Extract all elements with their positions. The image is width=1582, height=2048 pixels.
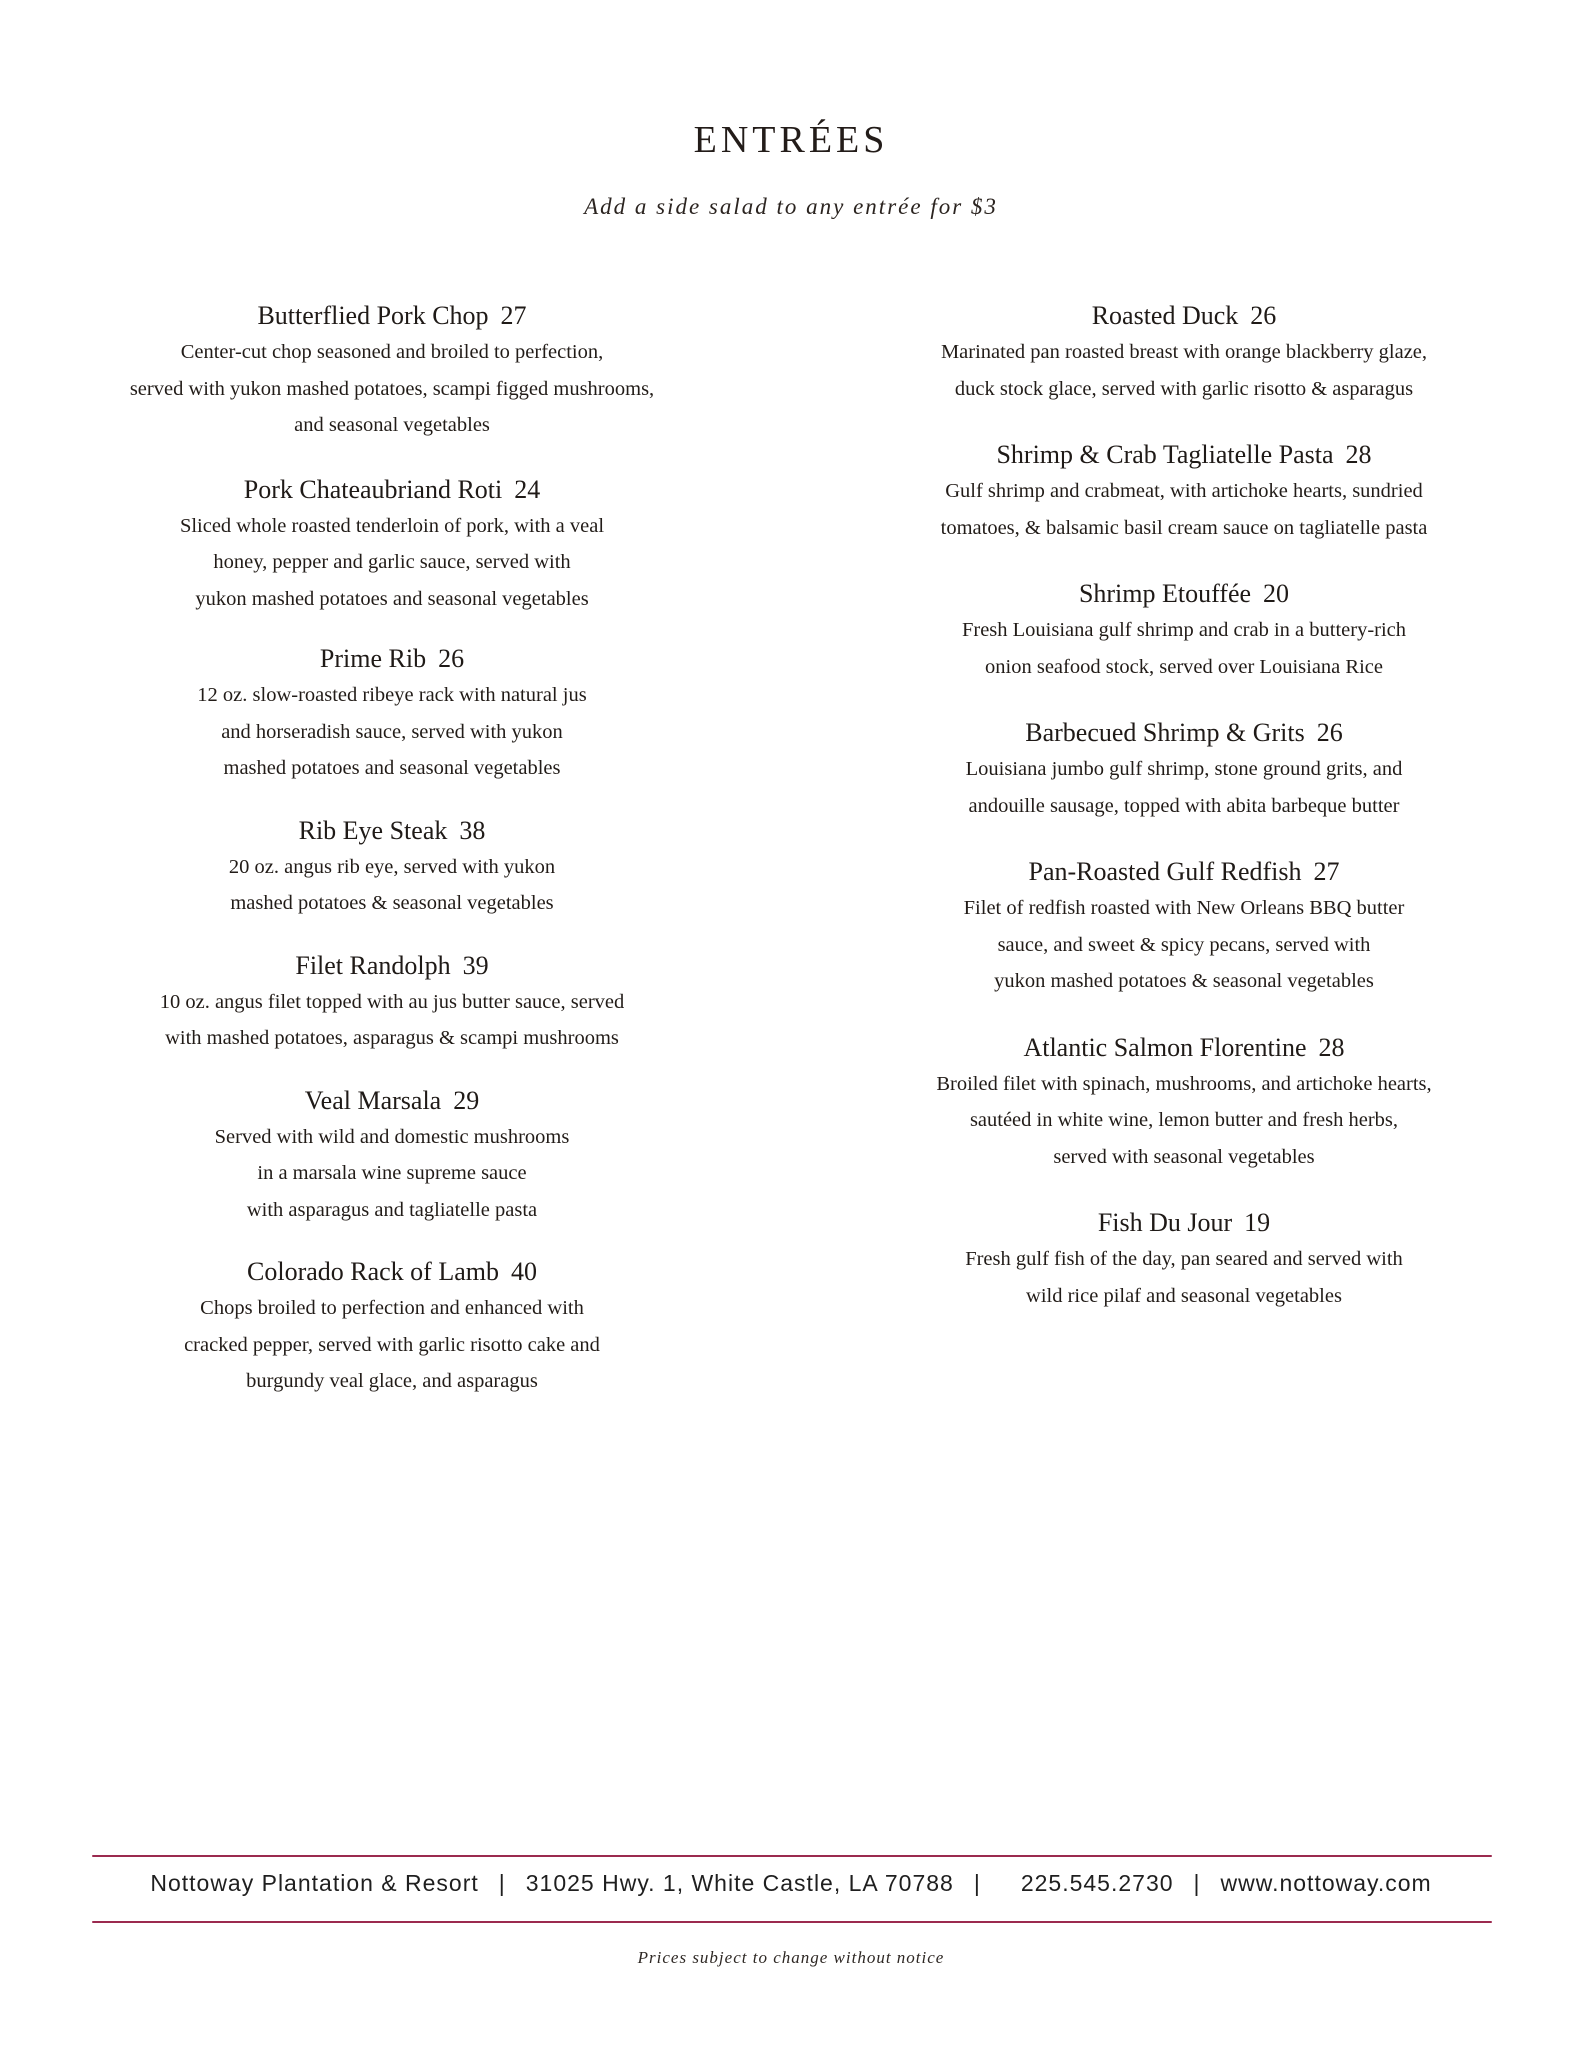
item-name: Shrimp & Crab Tagliatelle Pasta	[996, 440, 1334, 469]
item-name: Pork Chateaubriand Roti	[243, 474, 503, 504]
menu-item	[72, 641, 712, 787]
resort-phone: 225.545.2730	[1020, 1870, 1174, 1896]
item-description: Chops broiled to perfection and enhanced with cracked pepper, served with garlic risotto cake and burgundy veal glace, and asparagus	[184, 1297, 600, 1392]
item-name: Butterflied Pork Chop	[257, 301, 489, 330]
menu-item	[72, 1254, 712, 1400]
item-description: Filet of redfish roasted with New Orleans BBQ butter sauce, and sweet & spicy pecans, served with yukon mashed potatoes & seasonal vegetables	[963, 897, 1405, 992]
item-description: Fresh Louisiana gulf shrimp and crab in a buttery-rich onion seafood stock, served over Louisiana Rice	[961, 619, 1407, 678]
item-price: 19	[1244, 1208, 1271, 1237]
item-description: Broiled filet with spinach, mushrooms, and artichoke hearts, sautéed in white wine, lemon butter and fresh herbs, served with seasonal vegetables	[936, 1072, 1432, 1168]
item-price: 24	[514, 474, 541, 504]
menu-item	[72, 472, 712, 618]
item-name: Pan-Roasted Gulf Redfish	[1028, 857, 1302, 886]
menu-item	[864, 715, 1504, 824]
menu-item	[72, 948, 712, 1057]
footer-separator: |	[498, 1870, 506, 1896]
footer-separator: |	[1193, 1870, 1201, 1896]
item-price: 27	[1313, 857, 1340, 886]
side-salad-note: Add a side salad to any entrée for $3	[584, 194, 998, 219]
resort-address: 31025 Hwy. 1, White Castle, LA 70788	[525, 1870, 954, 1896]
item-price: 26	[1250, 301, 1277, 330]
menu-item	[864, 576, 1504, 685]
menu-item	[72, 813, 712, 922]
menu-item	[72, 1083, 712, 1229]
item-price: 28	[1345, 440, 1372, 469]
item-description: Sliced whole roasted tenderloin of pork, with a veal honey, pepper and garlic sauce, served with yukon mashed potatoes and seasonal vegetables	[179, 514, 605, 610]
menu-item	[864, 854, 1504, 1000]
footer-contact-info	[0, 1870, 1582, 1897]
price-notice: Prices subject to change without notice	[637, 1948, 945, 1967]
item-description: 10 oz. angus filet topped with au jus butter sauce, served with mashed potatoes, asparagus & scampi mushrooms	[159, 990, 625, 1049]
item-name: Filet Randolph	[295, 950, 451, 980]
item-price: 26	[1316, 718, 1343, 747]
menu-item	[864, 437, 1504, 546]
item-price: 29	[453, 1085, 480, 1115]
item-price: 39	[462, 950, 489, 980]
footer-bottom-rule	[92, 1921, 1492, 1923]
item-price: 20	[1263, 579, 1290, 608]
item-name: Barbecued Shrimp & Grits	[1025, 718, 1305, 747]
item-name: Shrimp Etouffée	[1078, 579, 1252, 608]
item-description: Gulf shrimp and crabmeat, with artichoke hearts, sundried tomatoes, & balsamic basil cream sauce on tagliatelle pasta	[940, 480, 1428, 539]
footer-top-rule	[92, 1855, 1492, 1857]
item-description: Served with wild and domestic mushrooms in a marsala wine supreme sauce with asparagus and tagliatelle pasta	[214, 1125, 570, 1221]
item-name: Colorado Rack of Lamb	[247, 1257, 499, 1286]
menu-item	[72, 298, 712, 444]
item-name: Rib Eye Steak	[298, 815, 448, 845]
resort-website: www.nottoway.com	[1220, 1870, 1432, 1896]
resort-name: Nottoway Plantation & Resort	[150, 1870, 479, 1896]
item-description: 12 oz. slow-roasted ribeye rack with natural jus and horseradish sauce, served with yukon mashed potatoes and seasonal vegetables	[197, 684, 587, 779]
menu-item	[864, 1205, 1504, 1314]
item-name: Roasted Duck	[1091, 301, 1239, 330]
item-description: Louisiana jumbo gulf shrimp, stone ground grits, and andouille sausage, topped with abita barbeque butter	[965, 758, 1403, 817]
left-menu-column	[72, 298, 712, 1400]
item-price: 27	[500, 301, 527, 330]
item-name: Atlantic Salmon Florentine	[1023, 1032, 1307, 1062]
page-title: ENTRÉES	[693, 119, 889, 161]
item-description: Fresh gulf fish of the day, pan seared and served with wild rice pilaf and seasonal vegetables	[965, 1248, 1403, 1307]
item-price: 26	[438, 644, 465, 673]
item-description: Center-cut chop seasoned and broiled to perfection, served with yukon mashed potatoes, scampi figged mushrooms, and seasonal vegetables	[129, 341, 655, 436]
item-description: Marinated pan roasted breast with orange blackberry glaze, duck stock glace, served with garlic risotto & asparagus	[940, 341, 1428, 400]
footer-separator: |	[973, 1870, 981, 1896]
item-price: 40	[511, 1257, 537, 1286]
menu-item	[864, 1030, 1504, 1176]
item-price: 38	[459, 815, 486, 845]
item-description: 20 oz. angus rib eye, served with yukon mashed potatoes & seasonal vegetables	[228, 855, 556, 914]
item-name: Fish Du Jour	[1097, 1208, 1233, 1237]
right-menu-column	[864, 298, 1504, 1314]
item-name: Veal Marsala	[304, 1085, 442, 1115]
menu-item	[864, 298, 1504, 407]
item-price: 28	[1318, 1032, 1345, 1062]
item-name: Prime Rib	[319, 644, 427, 673]
